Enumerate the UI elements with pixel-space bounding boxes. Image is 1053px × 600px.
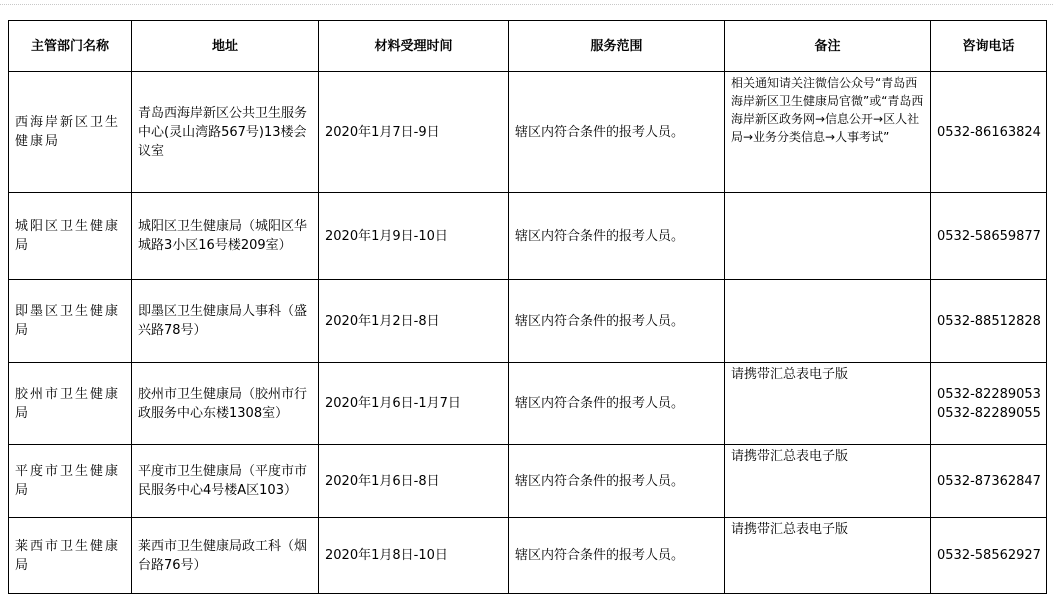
header-phone: 咨询电话	[931, 21, 1047, 72]
time-cell: 2020年1月9日-10日	[319, 193, 509, 280]
scope-cell: 辖区内符合条件的报考人员。	[509, 518, 725, 594]
address-cell: 莱西市卫生健康局政工科（烟台路76号）	[132, 518, 319, 594]
table-row	[9, 193, 1047, 280]
address-cell: 青岛西海岸新区公共卫生服务中心(灵山湾路567号)13楼会议室	[132, 72, 319, 193]
phone-number: 0532-58659877	[937, 228, 1041, 244]
phone-number: 0532-82289053	[937, 386, 1041, 402]
phone-number: 0532-88512828	[937, 313, 1041, 329]
page-top-rule	[0, 4, 1053, 5]
time-cell: 2020年1月2日-8日	[319, 280, 509, 363]
dept-cell: 平度市卫生健康局	[9, 445, 132, 518]
note-cell	[725, 280, 931, 363]
time-cell: 2020年1月6日-8日	[319, 445, 509, 518]
scope-cell: 辖区内符合条件的报考人员。	[509, 445, 725, 518]
scope-cell: 辖区内符合条件的报考人员。	[509, 280, 725, 363]
phone-cell	[931, 518, 1047, 594]
phone-number: 0532-82289055	[937, 405, 1041, 421]
phone-cell	[931, 72, 1047, 193]
header-scope: 服务范围	[509, 21, 725, 72]
phone-number: 0532-58562927	[937, 548, 1041, 563]
scope-cell: 辖区内符合条件的报考人员。	[509, 363, 725, 445]
phone-cell	[931, 445, 1047, 518]
time-cell: 2020年1月8日-10日	[319, 518, 509, 594]
phone-cell	[931, 363, 1047, 445]
header-note: 备注	[725, 21, 931, 72]
note-cell: 请携带汇总表电子版	[725, 518, 931, 594]
time-cell: 2020年1月6日-1月7日	[319, 363, 509, 445]
dept-cell: 胶州市卫生健康局	[9, 363, 132, 445]
phone-cell	[931, 280, 1047, 363]
header-address: 地址	[132, 21, 319, 72]
dept-cell: 西海岸新区卫生健康局	[9, 72, 132, 193]
phone-cell	[931, 193, 1047, 280]
table-row	[9, 363, 1047, 445]
table-row	[9, 72, 1047, 193]
address-cell: 城阳区卫生健康局（城阳区华城路3小区16号楼209室）	[132, 193, 319, 280]
note-cell	[725, 193, 931, 280]
note-cell: 请携带汇总表电子版	[725, 363, 931, 445]
dept-cell: 即墨区卫生健康局	[9, 280, 132, 363]
table-row	[9, 445, 1047, 518]
header-dept: 主管部门名称	[9, 21, 132, 72]
consultation-table	[8, 20, 1047, 594]
phone-number: 0532-87362847	[937, 473, 1041, 489]
time-cell: 2020年1月7日-9日	[319, 72, 509, 193]
header-row	[9, 21, 1047, 72]
phone-number: 0532-86163824	[937, 124, 1041, 140]
address-cell: 胶州市卫生健康局（胶州市行政服务中心东楼1308室）	[132, 363, 319, 445]
dept-cell: 莱西市卫生健康局	[9, 518, 132, 594]
note-cell: 请携带汇总表电子版	[725, 445, 931, 518]
address-cell: 平度市卫生健康局（平度市市民服务中心4号楼A区103）	[132, 445, 319, 518]
table-row	[9, 518, 1047, 594]
scope-cell: 辖区内符合条件的报考人员。	[509, 72, 725, 193]
note-cell: 相关通知请关注微信公众号“青岛西海岸新区卫生健康局官微”或“青岛西海岸新区政务网→信息公开→区人社局→业务分类信息→人事考试”	[725, 72, 931, 193]
header-time: 材料受理时间	[319, 21, 509, 72]
table-row	[9, 280, 1047, 363]
dept-cell: 城阳区卫生健康局	[9, 193, 132, 280]
scope-cell: 辖区内符合条件的报考人员。	[509, 193, 725, 280]
address-cell: 即墨区卫生健康局人事科（盛兴路78号）	[132, 280, 319, 363]
